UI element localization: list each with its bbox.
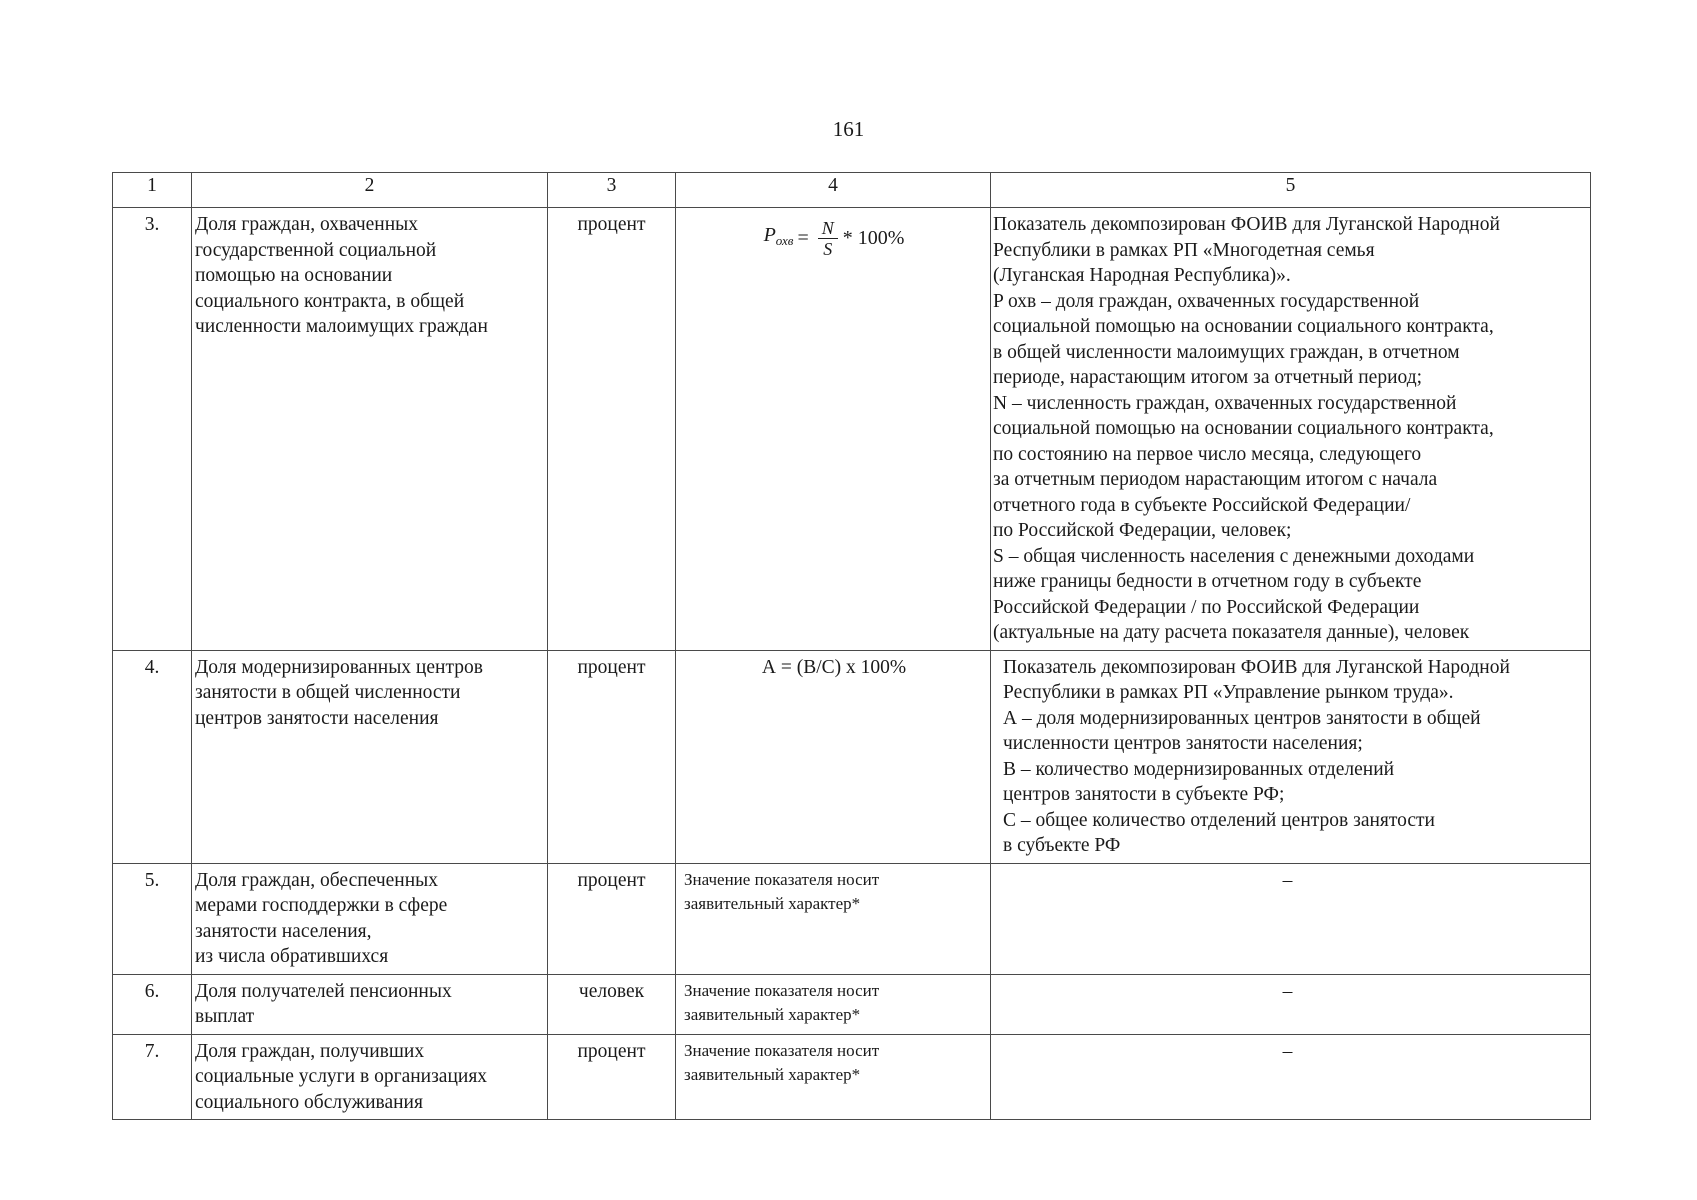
- description-cell: [991, 208, 1591, 651]
- text-line: мерами господдержки в сфере: [195, 895, 448, 916]
- text-line: за отчетным периодом нарастающим итогом с начала: [993, 469, 1438, 490]
- text-line: численности малоимущих граждан: [195, 316, 488, 337]
- header-cell: 1: [113, 173, 192, 208]
- text-line: заявительный характер*: [684, 1064, 861, 1084]
- indicator-name: [192, 1034, 548, 1120]
- text-line: в общей численности малоимущих граждан, в отчетном: [993, 341, 1460, 363]
- text-line: В – количество модернизированных отделений: [1003, 758, 1395, 780]
- indicator-table: [112, 172, 1591, 1120]
- formula-lhs: $P_{охв}$: [763, 224, 794, 249]
- formula-rhs: * 100%: [842, 226, 905, 249]
- table-row: [113, 974, 1591, 1034]
- formula-cell: [676, 974, 991, 1034]
- text-line: социальные услуги в организациях: [195, 1066, 488, 1087]
- formula-lhs-subscript: охв: [775, 233, 794, 249]
- description-cell: [991, 650, 1591, 863]
- unit-cell: процент: [548, 863, 676, 974]
- text-line: социальной помощью на основании социального контракта,: [993, 316, 1494, 337]
- text-line: по Российской Федерации, человек;: [993, 520, 1292, 541]
- text-line: Российской Федерации / по Российской Федерации: [993, 596, 1420, 618]
- text-line: занятости в общей численности: [195, 682, 461, 703]
- text-line: государственной социальной: [195, 239, 437, 261]
- text-line: занятости населения,: [195, 920, 372, 942]
- text-line: Значение показателя носит: [684, 980, 880, 1000]
- header-row: [113, 173, 1591, 208]
- text-line: из числа обратившихся: [195, 946, 389, 967]
- unit-cell: процент: [548, 208, 676, 651]
- text-line: P охв – доля граждан, охваченных государственной: [993, 290, 1420, 312]
- indicator-name: [192, 863, 548, 974]
- row-number: 6.: [113, 974, 192, 1034]
- text-line: Доля граждан, охваченных: [195, 214, 419, 235]
- text-line: Показатель декомпозирован ФОИВ для Луганской Народной: [993, 214, 1500, 235]
- text-line: –: [1282, 869, 1293, 891]
- unit-cell: процент: [548, 650, 676, 863]
- text-line: по состоянию на первое число месяца, следующего: [993, 443, 1422, 465]
- page-number: 161: [832, 117, 865, 141]
- text-line: заявительный характер*: [684, 893, 861, 913]
- indicator-name: [192, 650, 548, 863]
- text-line: S – общая численность населения с денежными доходами: [993, 545, 1475, 567]
- text-line: периоде, нарастающим итогом за отчетный период;: [993, 367, 1423, 388]
- formula-cell: [676, 650, 991, 863]
- table-row: [113, 1034, 1591, 1120]
- description-cell: [991, 863, 1591, 974]
- text-line: центров занятости населения: [195, 707, 439, 729]
- text-line: А – доля модернизированных центров занятости в общей: [1003, 707, 1481, 729]
- text-line: ниже границы бедности в отчетном году в субъекте: [993, 571, 1422, 592]
- text-line: социального контракта, в общей: [195, 290, 465, 312]
- text-line: Значение показателя носит: [684, 869, 880, 889]
- indicator-name: [192, 208, 548, 651]
- row-number: 4.: [113, 650, 192, 863]
- text-line: А = (В/С) х 100%: [761, 656, 907, 678]
- unit-cell: человек: [548, 974, 676, 1034]
- description-cell: [991, 1034, 1591, 1120]
- formula-cell: [676, 863, 991, 974]
- formula-fraction: [818, 218, 838, 259]
- header-cell: 4: [676, 173, 991, 208]
- formula-cell: [676, 1034, 991, 1120]
- text-line: Республики в рамках РП «Управление рынком труда».: [1003, 682, 1454, 703]
- formula-denominator: S: [823, 239, 833, 259]
- text-line: социальной помощью на основании социального контракта,: [993, 418, 1494, 439]
- text-line: заявительный характер*: [684, 1004, 861, 1024]
- text-line: Значение показателя носит: [684, 1040, 880, 1060]
- formula-cell: [676, 208, 991, 651]
- text-line: Доля граждан, получивших: [195, 1040, 425, 1062]
- text-line: социального обслуживания: [195, 1091, 423, 1113]
- text-line: центров занятости в субъекте РФ;: [1003, 784, 1285, 805]
- row-number: 7.: [113, 1034, 192, 1120]
- text-line: выплат: [195, 1006, 255, 1027]
- text-line: N – численность граждан, охваченных государственной: [993, 392, 1457, 414]
- header-cell: 5: [991, 173, 1591, 208]
- text-line: (актуальные на дату расчета показателя данные), человек: [993, 622, 1470, 643]
- row-number: 3.: [113, 208, 192, 651]
- description-cell: [991, 974, 1591, 1034]
- table-row: [113, 863, 1591, 974]
- row-number: 5.: [113, 863, 192, 974]
- text-line: Доля модернизированных центров: [195, 656, 483, 678]
- indicator-name: [192, 974, 548, 1034]
- text-line: (Луганская Народная Республика)».: [993, 265, 1291, 286]
- text-line: численности центров занятости населения;: [1003, 733, 1363, 754]
- text-line: –: [1282, 980, 1293, 1002]
- text-line: С – общее количество отделений центров занятости: [1003, 809, 1435, 831]
- text-line: помощью на основании: [195, 265, 393, 286]
- table-row: [113, 208, 1591, 651]
- text-line: Доля граждан, обеспеченных: [195, 869, 439, 891]
- table-row: [113, 650, 1591, 863]
- text-line: Доля получателей пенсионных: [195, 980, 452, 1002]
- formula-equals: =: [797, 226, 809, 249]
- text-line: отчетного года в субъекте Российской Федерации/: [993, 494, 1411, 516]
- text-line: в субъекте РФ: [1003, 835, 1121, 856]
- formula-numerator: N: [818, 218, 838, 239]
- text-line: Республики в рамках РП «Многодетная семья: [993, 239, 1375, 261]
- header-cell: 2: [192, 173, 548, 208]
- formula: [684, 218, 984, 259]
- text-line: –: [1282, 1040, 1293, 1062]
- text-line: Показатель декомпозирован ФОИВ для Луганской Народной: [1003, 656, 1510, 678]
- unit-cell: процент: [548, 1034, 676, 1120]
- header-cell: 3: [548, 173, 676, 208]
